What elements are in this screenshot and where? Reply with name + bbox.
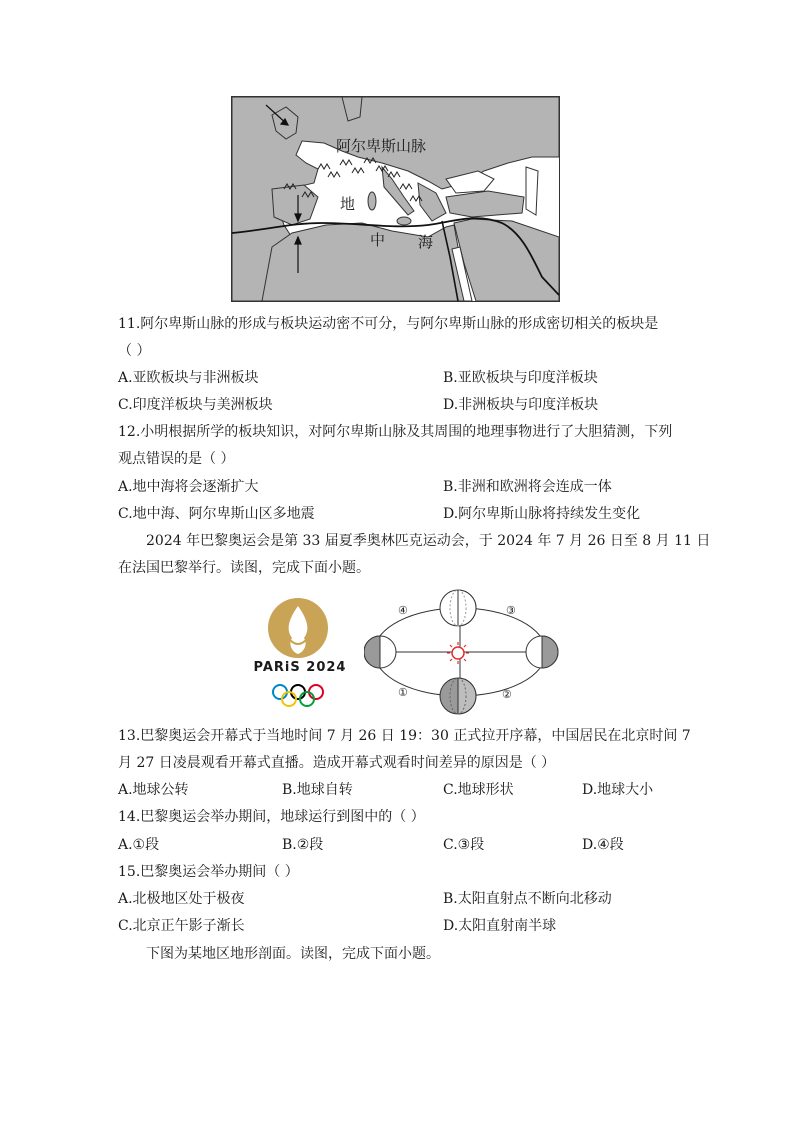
q15-option-b: B.太阳直射点不断向北移动 xyxy=(443,891,612,907)
q13-stem-line2: 月 27 日凌晨观看开幕式直播。造成开幕式观看时间差异的原因是（ ） xyxy=(118,755,556,771)
q15-stem: 15.巴黎奥运会举办期间（ ） xyxy=(118,864,299,880)
q11-option-c: C.印度洋板块与美洲板块 xyxy=(118,397,273,413)
q13-option-b: B.地球自转 xyxy=(282,782,353,798)
ring-green xyxy=(300,692,314,706)
mountain-symbol-4 xyxy=(352,168,364,173)
q12-option-d: D.阿尔卑斯山脉将持续发生变化 xyxy=(443,506,641,522)
orbit-drawing xyxy=(364,586,564,718)
q15-option-c: C.北京正午影子渐长 xyxy=(118,918,245,934)
earth-right-icon xyxy=(526,636,558,668)
turkey-landmass xyxy=(446,191,524,217)
olympic-rings-icon xyxy=(273,685,323,706)
orbit-mark-2: ② xyxy=(502,688,512,701)
q15-option-d: D.太阳直射南半球 xyxy=(443,918,557,934)
mountain-symbol-3 xyxy=(340,160,352,165)
q12-option-b: B.非洲和欧洲将会连成一体 xyxy=(443,479,612,495)
sun-icon xyxy=(447,642,469,664)
map-drawing xyxy=(232,97,559,301)
mountain-symbol-1 xyxy=(318,164,330,169)
q13-option-c: C.地球形状 xyxy=(443,782,514,798)
q11-option-d: D.非洲板块与印度洋板块 xyxy=(443,397,599,413)
alps-map xyxy=(231,96,560,302)
sun-core xyxy=(452,647,464,659)
earth-orbit-diagram xyxy=(364,586,564,718)
q11-option-b: B.亚欧板块与印度洋板块 xyxy=(443,370,598,386)
q14-option-a: A.①段 xyxy=(118,837,160,853)
label-zhong: 中 xyxy=(370,231,386,249)
mountain-symbol-2 xyxy=(328,172,340,177)
q14-option-c: C.③段 xyxy=(443,837,485,853)
africa-landmass xyxy=(262,223,468,301)
ring-yellow xyxy=(282,692,296,706)
label-di: 地 xyxy=(340,195,356,213)
q14-stem: 14.巴黎奥运会举办期间，地球运行到图中的（ ） xyxy=(118,809,425,825)
q11-stem: 11.阿尔卑斯山脉的形成与板块运动密不可分，与阿尔卑斯山脉的形成密切相关的板块是 xyxy=(118,316,659,332)
ring-blue xyxy=(273,685,287,699)
q15-option-a: A.北极地区处于极夜 xyxy=(118,891,245,907)
q14-option-d: D.④段 xyxy=(582,837,624,853)
ring-red xyxy=(309,685,323,699)
logo-text: PARiS 2024 xyxy=(253,660,347,675)
q11-option-a: A.亚欧板块与非洲板块 xyxy=(118,370,259,386)
olympics-intro-line2: 在法国巴黎举行。读图，完成下面小题。 xyxy=(118,560,370,576)
q13-stem-line1: 13.巴黎奥运会开幕式于当地时间 7 月 26 日 19：30 正式拉开序幕，中国居民在北京时间 7 xyxy=(118,728,691,744)
earth-top-icon xyxy=(440,590,476,626)
mountain-symbol-8 xyxy=(400,184,412,189)
profile-intro: 下图为某地区地形剖面。读图，完成下面小题。 xyxy=(146,946,440,962)
olympics-intro-line1: 2024 年巴黎奥运会是第 33 届夏季奥林匹克运动会，于 2024 年 7 月 26 日至 8 月 11 日 xyxy=(146,533,711,549)
label-hai: 海 xyxy=(418,233,434,251)
label-alps: 阿尔卑斯山脉 xyxy=(336,137,427,155)
orbit-mark-3: ③ xyxy=(506,604,516,617)
q13-option-d: D.地球大小 xyxy=(582,782,654,798)
q12-option-a: A.地中海将会逐渐扩大 xyxy=(118,479,259,495)
q12-stem-line1: 12.小明根据所学的板块知识，对阿尔卑斯山脉及其周围的地理事物进行了大胆猜测，下列 xyxy=(118,424,673,440)
sardinia-island xyxy=(368,192,376,210)
earth-bottom-icon xyxy=(440,678,476,714)
q13-option-a: A.地球公转 xyxy=(118,782,189,798)
q12-option-c: C.地中海、阿尔卑斯山区多地震 xyxy=(118,506,315,522)
paris-logo-emblem xyxy=(250,594,350,712)
paris-2024-logo xyxy=(250,594,350,712)
sicily-island xyxy=(397,217,411,225)
caspian-sea xyxy=(526,167,538,215)
iberia-landmass xyxy=(272,185,318,225)
q14-option-b: B.②段 xyxy=(282,837,324,853)
q11-paren: （ ） xyxy=(118,343,151,359)
ring-black xyxy=(291,685,305,699)
q12-stem-line2: 观点错误的是（ ） xyxy=(118,451,235,467)
orbit-mark-4: ④ xyxy=(398,604,408,617)
orbit-mark-1: ① xyxy=(398,686,408,699)
earth-left-icon xyxy=(364,636,396,668)
